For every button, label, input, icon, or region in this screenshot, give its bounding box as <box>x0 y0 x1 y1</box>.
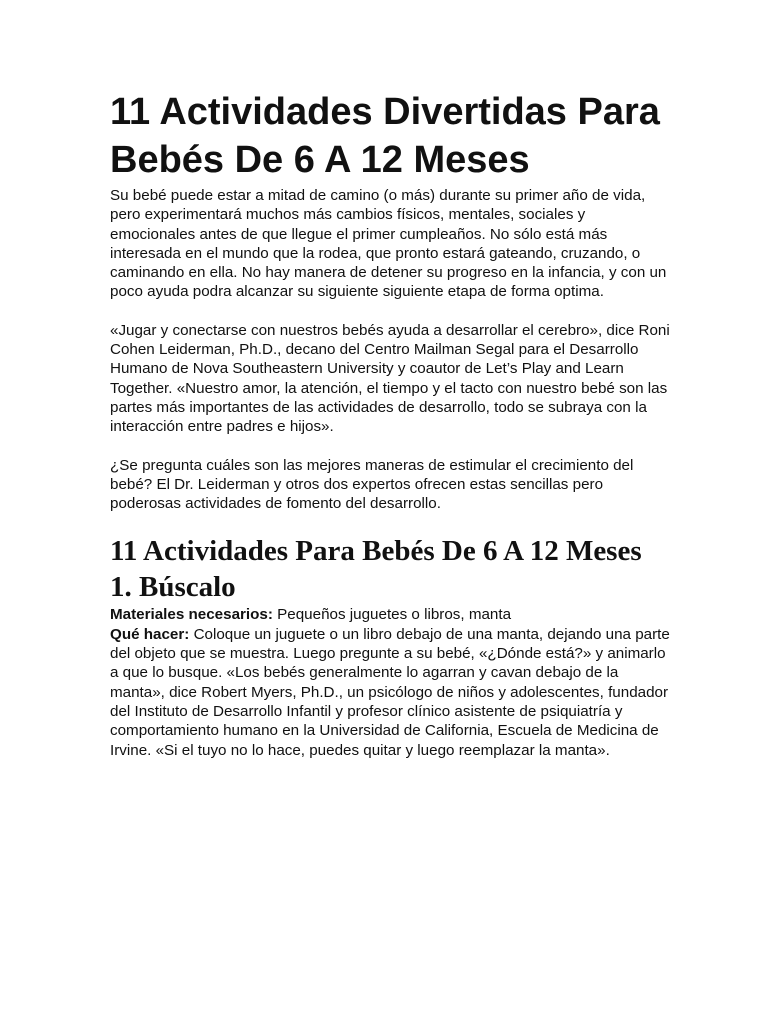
instructions-label: Qué hacer: <box>110 625 190 643</box>
materials-line <box>110 605 670 624</box>
activity-heading: 1. Búscalo <box>110 571 236 604</box>
intro-paragraph: Su bebé puede estar a mitad de camino (o más) durante su primer año de vida, pero experimentará muchos más cambios físicos, mentales, sociales y emocionales antes de que llegue el primer cumpleaños. No sólo está más interesada en el mundo que la rodea, que pronto estará gateando, cruzando, o caminando en ella. No hay manera de detener su progreso en la infancia, y con un poco ayuda podra alcanzar su siguiente siguiente etapa de forma optima. <box>110 187 667 301</box>
quote-paragraph: «Jugar y conectarse con nuestros bebés ayuda a desarrollar el cerebro», dice Roni Cohen Leiderman, Ph.D., decano del Centro Mailman Segal para el Desarrollo Humano de Nova Southeastern University y coautor de Let’s Play and Learn Together. «Nuestro amor, la atención, el tiempo y el tacto con nuestro bebé son las partes más importantes de las actividades de desarrollo, todo se subraya con la interacción entre padres e hijos». <box>110 321 670 436</box>
section-heading: 11 Actividades Para Bebés De 6 A 12 Meses <box>110 535 642 568</box>
page-title: 11 Actividades Divertidas Para Bebés De 6 A 12 Meses <box>110 91 660 181</box>
document-page <box>110 88 670 760</box>
instructions-text: Coloque un juguete o un libro debajo de una manta, dejando una parte del objeto que se muestra. Luego pregunte a su bebé, «¿Dónde está?» y animarlo a que lo busque. «Los bebés generalmente lo agarran y cavan debajo de la manta», dice Robert Myers, Ph.D., un psicólogo de niños y adolescentes, fundador del Instituto de Desarrollo Infantil y profesor clínico asistente de psiquiatría y comportamiento humano en la Universidad de California, Escuela de Medicina de Irvine. «Si el tuyo no lo hace, puedes quitar y luego reemplazar la manta». <box>110 625 670 759</box>
question-paragraph: ¿Se pregunta cuáles son las mejores maneras de estimular el crecimiento del bebé? El Dr. Leiderman y otros dos expertos ofrecen estas sencillas pero poderosas actividades de fomento del desarrollo. <box>110 456 634 513</box>
materials-label: Materiales necesarios: <box>110 606 273 624</box>
instructions-block <box>110 625 670 760</box>
materials-text: Pequeños juguetes o libros, manta <box>272 606 512 624</box>
